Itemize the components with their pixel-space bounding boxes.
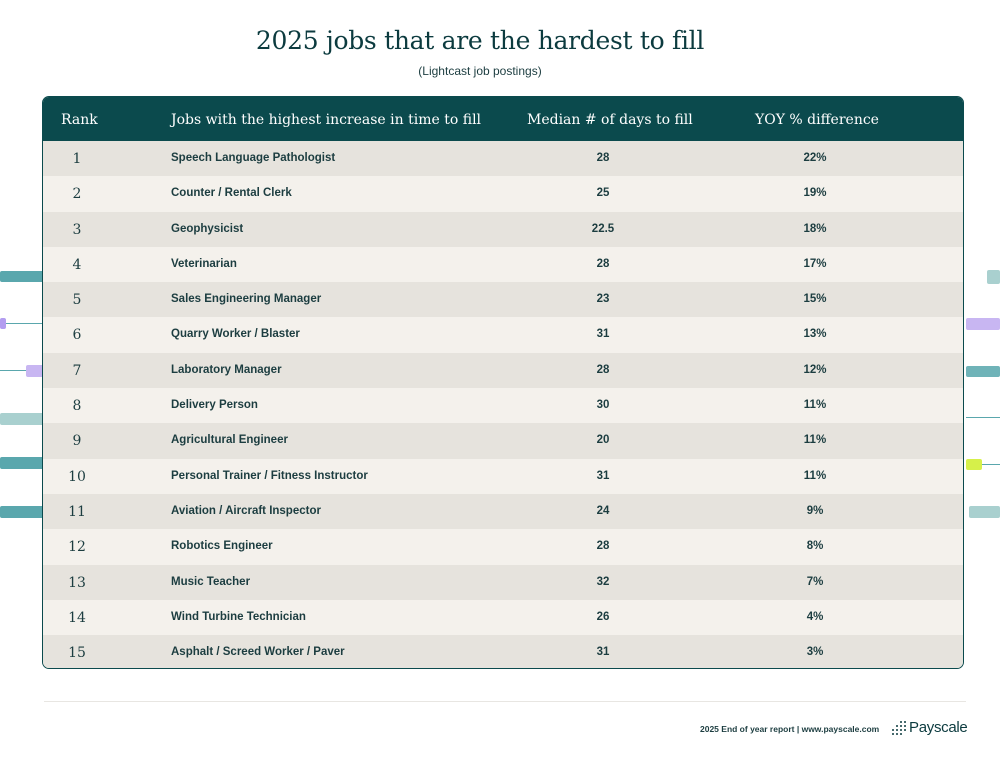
decorative-bar	[0, 413, 44, 425]
column-header-yoy: YOY % difference	[755, 112, 879, 128]
job-cell: Music Teacher	[171, 575, 251, 588]
decorative-bar	[966, 366, 1000, 377]
rank-cell: 8	[72, 398, 82, 415]
days-cell: 24	[596, 504, 610, 517]
decorative-bar	[0, 506, 44, 518]
job-cell: Agricultural Engineer	[171, 434, 288, 447]
job-cell: Personal Trainer / Fitness Instructor	[171, 469, 368, 482]
column-header-rank: Rank	[61, 112, 98, 128]
yoy-cell: 11%	[803, 469, 827, 482]
table-row	[43, 353, 963, 388]
rank-cell: 7	[72, 362, 82, 379]
rank-cell: 13	[68, 574, 86, 591]
days-cell: 20	[596, 434, 610, 447]
payscale-logo[interactable]	[892, 719, 967, 736]
rank-cell: 3	[72, 221, 82, 238]
rank-cell: 9	[72, 433, 82, 450]
decorative-bar	[966, 459, 982, 470]
days-cell: 30	[596, 399, 610, 412]
decorative-bar	[969, 506, 1000, 518]
rank-cell: 6	[72, 327, 82, 344]
yoy-cell: 9%	[806, 504, 824, 517]
yoy-cell: 12%	[803, 363, 827, 376]
table-row	[43, 459, 963, 494]
days-cell: 28	[596, 257, 610, 270]
job-cell: Quarry Worker / Blaster	[171, 328, 300, 341]
table-row	[43, 282, 963, 317]
yoy-cell: 15%	[803, 293, 827, 306]
decorative-line	[0, 370, 26, 371]
table-row	[43, 529, 963, 564]
rank-cell: 14	[68, 609, 86, 626]
page-title: 2025 jobs that are the hardest to fill	[255, 26, 705, 55]
footer-report-link[interactable]: 2025 End of year report | www.payscale.com	[700, 724, 880, 734]
job-cell: Counter / Rental Clerk	[171, 187, 292, 200]
yoy-cell: 11%	[803, 434, 827, 447]
yoy-cell: 8%	[806, 540, 824, 553]
table-header	[43, 97, 963, 141]
yoy-cell: 17%	[803, 257, 827, 270]
days-cell: 31	[596, 469, 610, 482]
job-cell: Wind Turbine Technician	[171, 610, 306, 623]
decorative-line	[982, 464, 1000, 465]
rank-cell: 5	[72, 292, 82, 309]
job-cell: Speech Language Pathologist	[171, 152, 336, 164]
table-row	[43, 565, 963, 600]
rank-cell: 10	[68, 468, 86, 485]
days-cell: 28	[596, 363, 610, 376]
brand-name: Payscale	[909, 719, 968, 736]
table-row	[43, 635, 963, 669]
job-cell: Delivery Person	[171, 399, 258, 412]
days-cell: 26	[596, 610, 610, 623]
table-row	[43, 388, 963, 423]
days-cell: 32	[596, 575, 610, 588]
yoy-cell: 18%	[803, 222, 827, 235]
rank-cell: 15	[68, 645, 86, 662]
job-cell: Aviation / Aircraft Inspector	[171, 504, 321, 517]
days-cell: 28	[596, 540, 610, 553]
job-cell: Geophysicist	[171, 222, 244, 235]
decorative-bar	[987, 270, 1000, 284]
table-row	[43, 176, 963, 211]
days-cell: 31	[596, 646, 610, 659]
yoy-cell: 4%	[806, 610, 824, 623]
job-cell: Laboratory Manager	[171, 363, 282, 376]
days-cell: 23	[596, 293, 610, 306]
job-cell: Asphalt / Screed Worker / Paver	[171, 646, 345, 659]
days-cell: 31	[596, 328, 610, 341]
decorative-bar	[0, 457, 44, 469]
table-row	[43, 600, 963, 635]
table-row	[43, 423, 963, 458]
table-row	[43, 247, 963, 282]
rank-cell: 11	[68, 503, 86, 520]
column-header-job: Jobs with the highest increase in time to fill	[171, 112, 482, 128]
table-row	[43, 494, 963, 529]
decorative-bar	[966, 318, 1000, 330]
decorative-line	[0, 323, 44, 324]
page-subtitle: (Lightcast job postings)	[418, 64, 542, 78]
days-cell: 28	[596, 152, 610, 164]
job-cell: Robotics Engineer	[171, 540, 273, 553]
column-header-days: Median # of days to fill	[527, 112, 693, 128]
rank-cell: 2	[72, 186, 82, 203]
job-cell: Veterinarian	[171, 257, 237, 270]
rank-cell: 12	[68, 539, 86, 556]
table-row	[43, 317, 963, 352]
days-cell: 22.5	[591, 222, 615, 235]
yoy-cell: 13%	[803, 328, 827, 341]
yoy-cell: 3%	[806, 646, 824, 659]
footer-divider	[44, 701, 966, 702]
yoy-cell: 19%	[803, 187, 827, 200]
table-body	[43, 141, 963, 669]
rank-cell: 4	[72, 256, 82, 273]
yoy-cell: 7%	[806, 575, 824, 588]
rank-cell: 1	[72, 151, 82, 167]
decorative-bar	[0, 318, 6, 329]
yoy-cell: 11%	[803, 399, 827, 412]
jobs-table	[42, 96, 964, 669]
table-row	[43, 212, 963, 247]
yoy-cell: 22%	[803, 152, 827, 164]
decorative-line	[966, 417, 1000, 418]
table-row	[43, 141, 963, 176]
days-cell: 25	[596, 187, 610, 200]
payscale-dot-grid-icon	[892, 721, 906, 735]
job-cell: Sales Engineering Manager	[171, 293, 322, 306]
decorative-bar	[0, 271, 44, 282]
